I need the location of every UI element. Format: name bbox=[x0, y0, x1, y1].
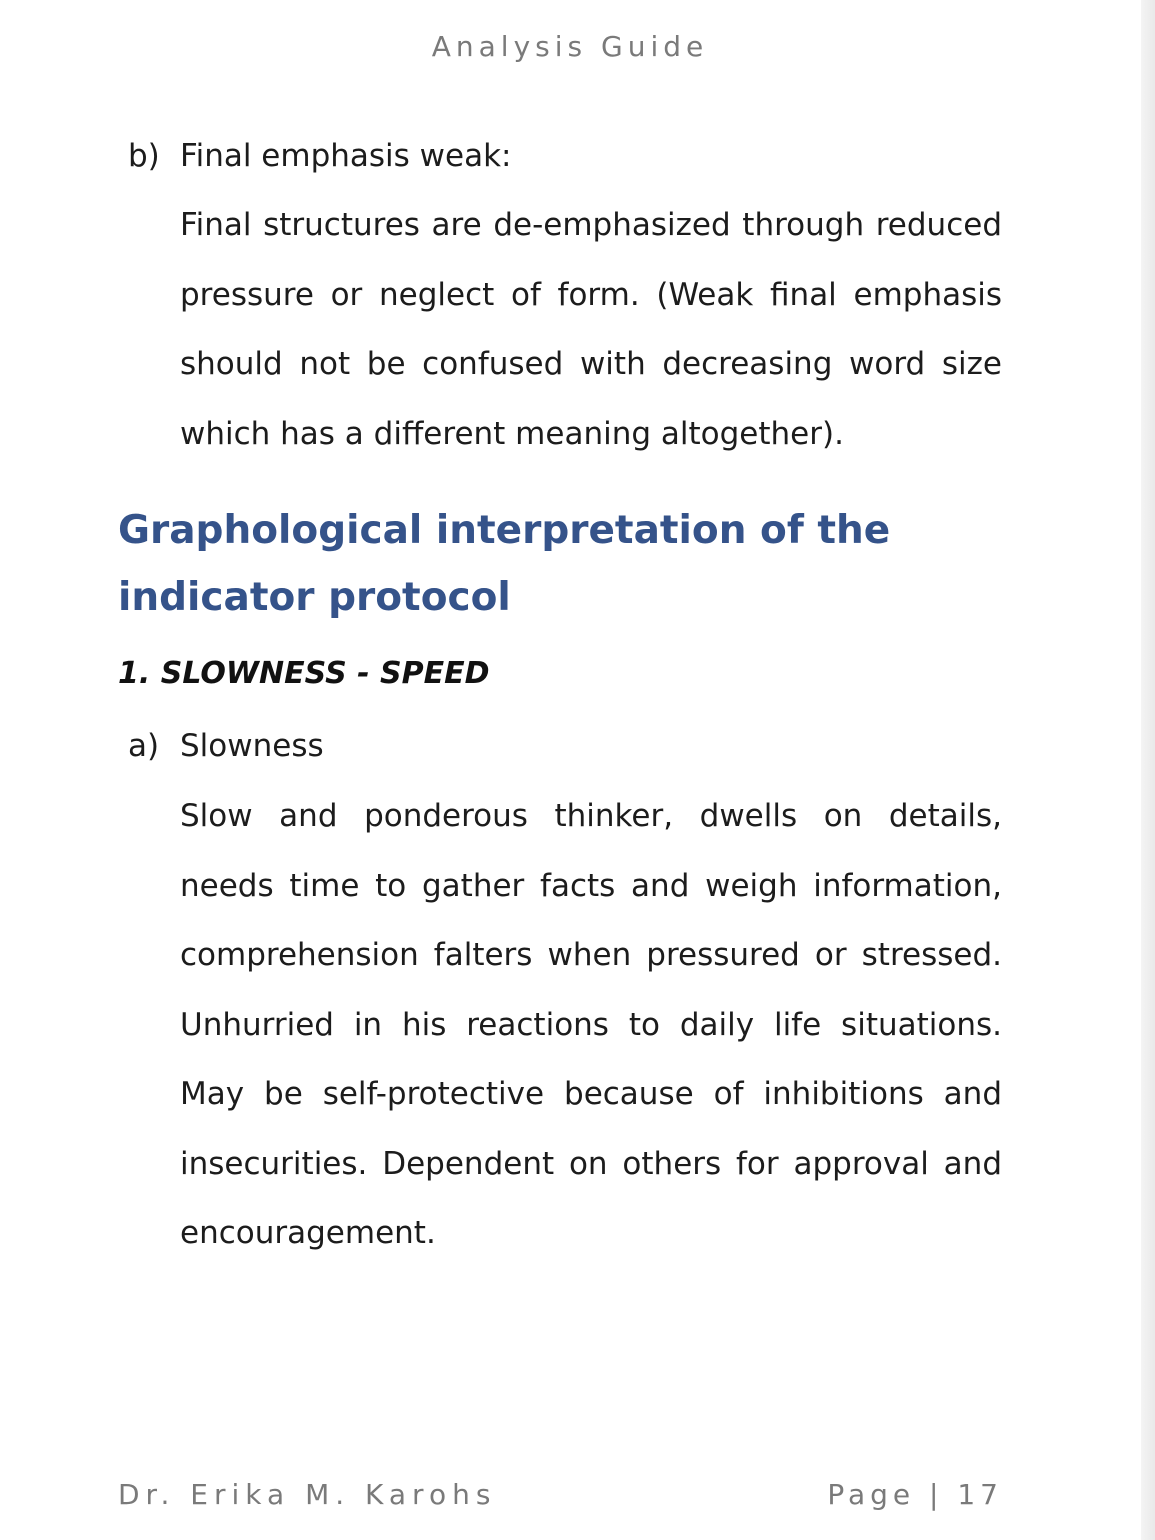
body-paragraph-slowness: Slow and ponderous thinker, dwells on details, needs time to gather facts and weigh information, comprehension falters when pressured or stressed. Unhurried in his reactions to daily life situations. May be self-protective because of inhibitions and insecurities. Dependent on others for approval and encouragement. bbox=[180, 798, 1002, 1251]
section-heading: Graphological interpretation of the indicator protocol bbox=[118, 508, 891, 620]
list-marker: b) bbox=[128, 138, 160, 174]
footer-author: Dr. Erika M. Karohs bbox=[118, 1478, 497, 1511]
sub-heading: 1. SLOWNESS - SPEED bbox=[118, 656, 490, 691]
page-edge-shadow bbox=[1141, 0, 1155, 1540]
list-marker: a) bbox=[128, 728, 160, 764]
page-number: Page | 17 bbox=[827, 1478, 1003, 1511]
list-item-title: Slowness bbox=[180, 728, 324, 764]
running-header: Analysis Guide bbox=[431, 30, 709, 63]
body-paragraph-final-emphasis: Final structures are de-emphasized through reduced pressure or neglect of form. (Weak final emphasis should not be confused with decreasing word size which has a different meaning altogether). bbox=[180, 207, 1002, 452]
list-item-title: Final emphasis weak: bbox=[180, 138, 512, 174]
